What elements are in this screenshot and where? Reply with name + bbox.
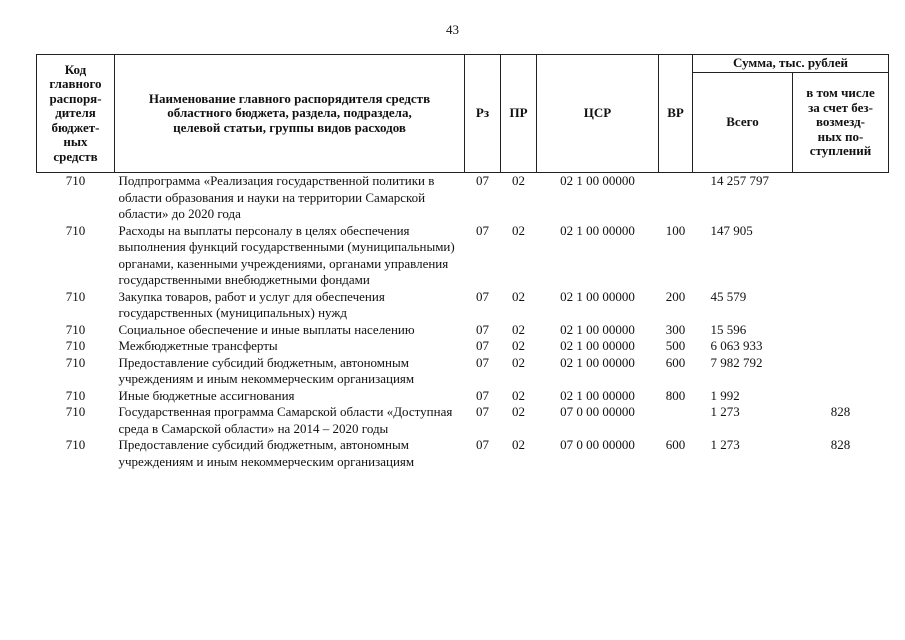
table-header <box>37 55 889 173</box>
row-code: 710 <box>65 338 86 353</box>
header-incl-line: в том числе <box>806 85 875 101</box>
row-rz: 07 <box>476 354 489 370</box>
table-row <box>37 437 889 470</box>
header-code-line: распоря- <box>49 90 102 106</box>
row-vr: 800 <box>665 387 686 403</box>
header-incl-line: возмезд- <box>816 114 865 130</box>
header-code-line: дителя <box>55 105 96 121</box>
row-pr: 02 <box>512 404 525 419</box>
row-incl <box>793 223 889 289</box>
header-name <box>115 55 465 173</box>
row-csr: 02 1 00 00000 <box>560 321 635 337</box>
row-pr: 02 <box>512 288 525 304</box>
row-name: Иные бюджетные ассигнования <box>118 387 295 403</box>
row-vr: 300 <box>665 321 686 337</box>
row-pr: 02 <box>512 321 525 337</box>
row-code: 710 <box>65 288 86 304</box>
row-pr: 02 <box>512 437 525 452</box>
row-vr: 100 <box>665 222 686 238</box>
row-name: Государственная программа Самарской области «Доступная среда в Самарской области» на 2014 – 2020 годы <box>118 404 453 436</box>
row-csr: 02 1 00 00000 <box>560 173 635 188</box>
header-name-line: областного бюджета, раздела, подраздела, <box>167 105 412 121</box>
row-rz: 07 <box>476 222 489 238</box>
row-csr: 07 0 00 00000 <box>560 437 635 452</box>
row-rz: 07 <box>476 321 489 337</box>
row-csr: 02 1 00 00000 <box>560 354 635 370</box>
header-code <box>37 55 115 173</box>
header-code-line: бюджет- <box>51 119 100 135</box>
header-rz: Рз <box>465 55 501 173</box>
table-row <box>37 322 889 339</box>
row-vr: 200 <box>665 288 686 304</box>
row-total: 6 063 933 <box>710 338 763 353</box>
page-number: 43 <box>446 22 459 37</box>
row-incl <box>793 173 889 223</box>
header-incl-line: за счет без- <box>808 99 873 115</box>
header-name-line: целевой статьи, группы видов расходов <box>173 119 406 135</box>
row-rz: 07 <box>476 288 489 304</box>
row-total: 7 982 792 <box>710 354 763 370</box>
header-pr: ПР <box>501 55 537 173</box>
header-code-line: главного <box>49 76 102 92</box>
table-body <box>37 173 889 471</box>
header-name-line: Наименование главного распорядителя средств <box>148 90 431 106</box>
table-row <box>37 355 889 388</box>
row-csr: 02 1 00 00000 <box>560 288 635 304</box>
table-row <box>37 289 889 322</box>
row-pr: 02 <box>512 173 525 188</box>
row-total: 1 273 <box>710 404 740 419</box>
row-rz: 07 <box>476 173 489 188</box>
table-row <box>37 338 889 355</box>
table-row <box>37 388 889 405</box>
header-total: Всего <box>693 73 793 173</box>
row-incl <box>793 322 889 339</box>
row-incl: 828 <box>830 404 851 419</box>
row-rz: 07 <box>476 387 489 403</box>
row-csr: 02 1 00 00000 <box>560 387 635 403</box>
row-code: 710 <box>65 387 86 403</box>
row-pr: 02 <box>512 354 525 370</box>
row-total: 15 596 <box>710 321 747 337</box>
row-total: 147 905 <box>710 222 753 238</box>
row-rz: 07 <box>476 437 489 452</box>
row-name: Межбюджетные трансферты <box>118 338 278 353</box>
row-incl <box>793 355 889 388</box>
header-incl <box>793 73 889 173</box>
row-total: 1 992 <box>710 387 740 403</box>
row-name: Предоставление субсидий бюджетным, автономным учреждениям и иным некоммерческим организациям <box>118 354 415 386</box>
row-rz: 07 <box>476 404 489 419</box>
row-name: Подпрограмма «Реализация государственной политики в области образования и науки на территории Самарской области» до 2020 года <box>118 173 435 221</box>
header-code-line: Код <box>64 61 87 77</box>
row-code: 710 <box>65 437 86 452</box>
row-name: Закупка товаров, работ и услуг для обеспечения государственных (муниципальных) нужд <box>118 288 385 320</box>
row-rz: 07 <box>476 338 489 353</box>
row-csr: 02 1 00 00000 <box>560 338 635 353</box>
header-incl-line: ступлений <box>809 143 872 159</box>
row-csr: 02 1 00 00000 <box>560 222 635 238</box>
row-code: 710 <box>65 354 86 370</box>
row-code: 710 <box>65 222 86 238</box>
row-total: 14 257 797 <box>710 173 769 188</box>
header-sum: Сумма, тыс. рублей <box>693 55 889 73</box>
row-name: Расходы на выплаты персоналу в целях обеспечения выполнения функций государственными (муниципальными) органами, казенными учреждениями, органами управления государственными внебюджетными фондами <box>118 222 455 287</box>
row-incl: 828 <box>830 437 851 452</box>
row-vr <box>659 404 693 437</box>
row-pr: 02 <box>512 387 525 403</box>
row-name: Предоставление субсидий бюджетным, автономным учреждениям и иным некоммерческим организациям <box>118 437 415 469</box>
header-vr: ВР <box>659 55 693 173</box>
row-name: Социальное обеспечение и иные выплаты населению <box>118 321 415 337</box>
row-total: 45 579 <box>710 288 747 304</box>
row-csr: 07 0 00 00000 <box>560 404 635 419</box>
header-code-line: ных <box>63 134 88 150</box>
table-row <box>37 404 889 437</box>
row-total: 1 273 <box>710 437 740 452</box>
table-row <box>37 223 889 289</box>
row-incl <box>793 338 889 355</box>
row-pr: 02 <box>512 338 525 353</box>
row-vr: 500 <box>665 338 686 353</box>
row-code: 710 <box>65 321 86 337</box>
header-incl-line: ных по- <box>817 128 864 144</box>
row-pr: 02 <box>512 222 525 238</box>
budget-table <box>36 54 889 470</box>
row-vr: 600 <box>665 437 686 452</box>
row-vr: 600 <box>665 354 686 370</box>
row-incl <box>793 289 889 322</box>
table-row <box>37 173 889 223</box>
header-code-line: средств <box>53 148 98 164</box>
row-code: 710 <box>65 404 86 419</box>
row-vr <box>659 173 693 223</box>
header-csr: ЦСР <box>537 55 659 173</box>
row-code: 710 <box>65 173 86 188</box>
row-incl <box>793 388 889 405</box>
